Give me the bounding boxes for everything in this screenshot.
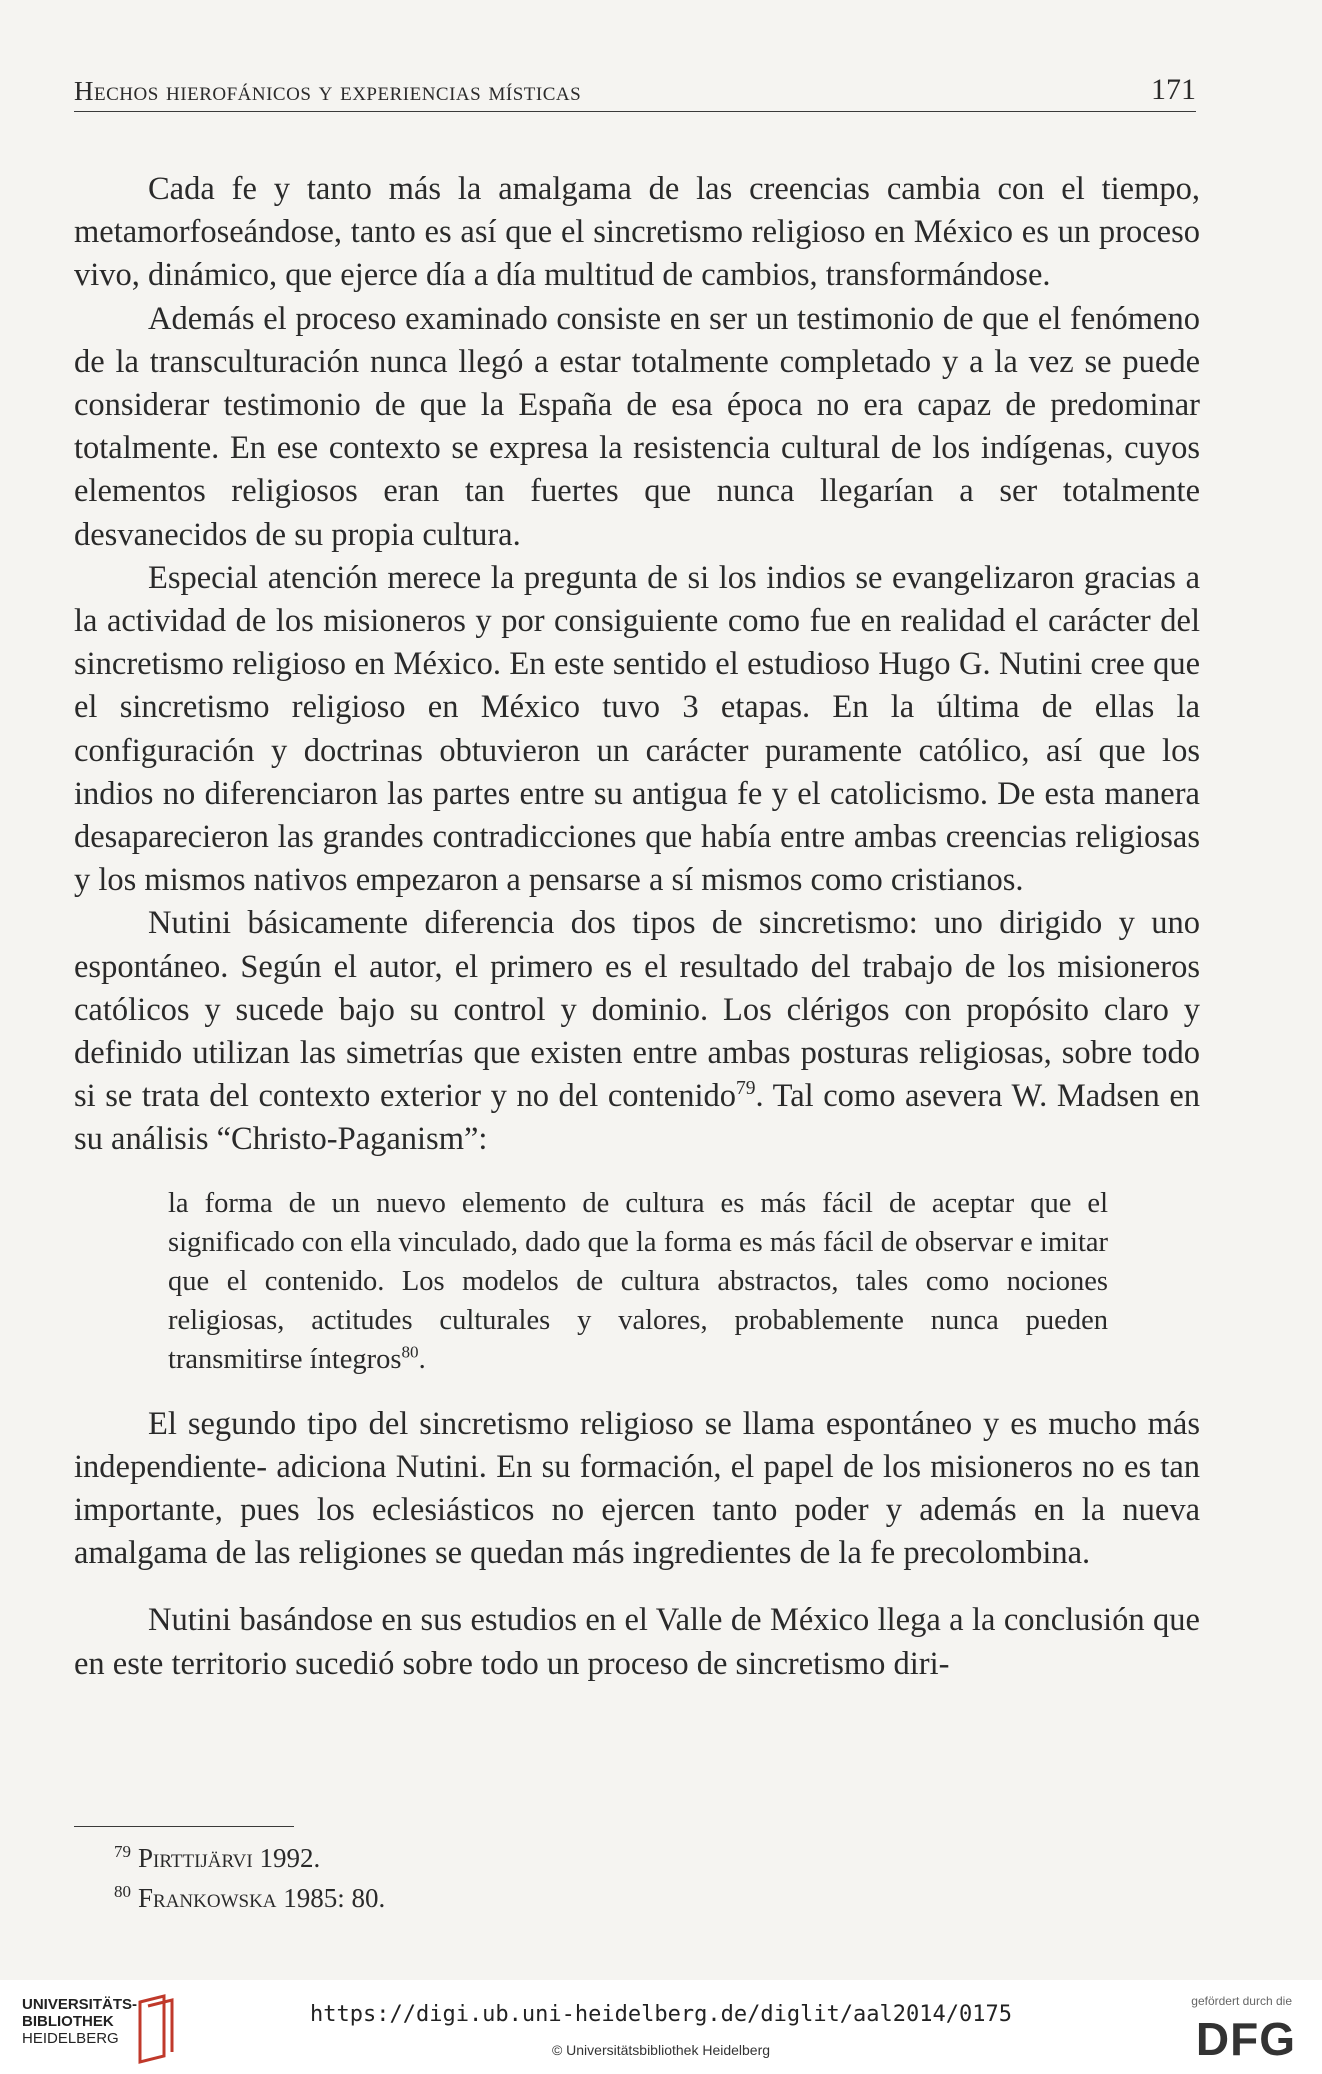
paragraph-3: Especial atención merece la pregunta de si los indios se evangelizaron gracias a la actividad de los misioneros y por consiguiente como fue en realidad el carácter del sincretismo religioso en México. En este sentido el estudioso Hugo G. Nutini cree que el sincretismo religioso en México tuvo 3 etapas. En la última de ellas la configuración y doctrinas obtuvieron un carácter puramente católico, así que los indios no diferenciaron las partes entre su antigua fe y el catolicismo. De esta manera desaparecieron las grandes contradicciones que había entre ambas creencias religiosas y los mismos nativos empezaron a pensarse a sí mismos como cristianos. xyxy=(74,559,1200,899)
footnote-ref-79[interactable]: 79 xyxy=(736,1078,756,1100)
quote-text-after: . xyxy=(418,1343,426,1375)
paragraph-4-text: Nutini básicamente diferencia dos tipos de sincretismo: uno dirigido y uno espontáneo. Según el autor, el primero es el resultado del trabajo de los misioneros católicos y sucede bajo su control y dominio. Los clérigos con propósito claro y definido utilizan las simetrías que existen entre ambas posturas religiosas, sobre todo si se trata del contexto exterior y no del contenido xyxy=(74,905,1200,1115)
running-head xyxy=(74,72,1196,112)
footnote-rest: 1985: 80. xyxy=(276,1883,386,1913)
paragraph-4-text-after: . Tal como asevera W. Madsen en su análisis “Christo-Paganism”: xyxy=(74,1078,1200,1158)
footnote-author: Pirttijärvi xyxy=(138,1843,253,1873)
library-logo-line-2: BIBLIOTHEK xyxy=(22,2013,114,2030)
copyright-notice: © Universitätsbibliothek Heidelberg xyxy=(551,2042,771,2058)
page-number: 171 xyxy=(1151,73,1196,106)
body-text xyxy=(74,168,1200,1686)
block-quote xyxy=(168,1184,1108,1379)
footnote-number: 79 xyxy=(114,1842,131,1861)
funding-note: gefördert durch die xyxy=(1191,1994,1292,2008)
paragraph-1: Cada fe y tanto más la amalgama de las creencias cambia con el tiempo, metamorfoseándose, tanto es así que el sincretismo religioso en México es un proceso vivo, dinámico, que ejerce día a día multitud de cambios, transformándose. xyxy=(74,171,1200,294)
running-head-title: Hechos hierofánicos y experiencias místicas xyxy=(74,76,582,106)
viewer-footer xyxy=(0,1980,1322,2074)
paragraph-4 xyxy=(74,902,1200,1161)
library-logo-line-1: UNIVERSITÄTS- xyxy=(22,1996,138,2013)
footnote-rest: 1992. xyxy=(252,1843,321,1873)
quote-text: la forma de un nuevo elemento de cultura es más fácil de aceptar que el significado con ella vinculado, dado que la forma es más fácil de observar e imitar que el contenido. Los modelos de cultura abstractos, tales como nociones religiosas, actitudes culturales y valores, probablemente nunca pueden transmitirse íntegros xyxy=(168,1187,1108,1375)
paragraph-5: El segundo tipo del sincretismo religioso se llama espontáneo y es mucho más independiente- adiciona Nutini. En su formación, el papel de los misioneros no es tan importante, pues los eclesiásticos no ejercen tanto poder y además en la nueva amalgama de las religiones se quedan más ingredientes de la fe precolombina. xyxy=(74,1405,1200,1572)
library-logo-line-3: HEIDELBERG xyxy=(22,2030,119,2047)
footnote-80 xyxy=(74,1878,874,1918)
dfg-logo: DFG xyxy=(1195,2013,1296,2065)
footnote-rule xyxy=(74,1826,294,1837)
footnotes xyxy=(74,1838,874,1918)
footnote-number: 80 xyxy=(114,1882,131,1901)
permalink-url[interactable]: https://digi.ub.uni-heidelberg.de/diglit/aal2014/0175 xyxy=(310,2002,1012,2027)
footnote-ref-80[interactable]: 80 xyxy=(401,1342,419,1362)
paragraph-6: Nutini basándose en sus estudios en el Valle de México llega a la conclusión que en este territorio sucedió sobre todo un proceso de sincretismo diri- xyxy=(74,1602,1200,1682)
footnote-79 xyxy=(74,1838,874,1878)
paragraph-2: Además el proceso examinado consiste en ser un testimonio de que el fenómeno de la transculturación nunca llegó a estar totalmente completado y a la vez se puede considerar testimonio de que la España de esa época no era capaz de predominar totalmente. En ese contexto se expresa la resistencia cultural de los indígenas, cuyos elementos religiosos eran tan fuertes que nunca llegarían a ser totalmente desvanecidos de su propia cultura. xyxy=(74,300,1200,553)
footnote-author: Frankowska xyxy=(138,1883,277,1913)
